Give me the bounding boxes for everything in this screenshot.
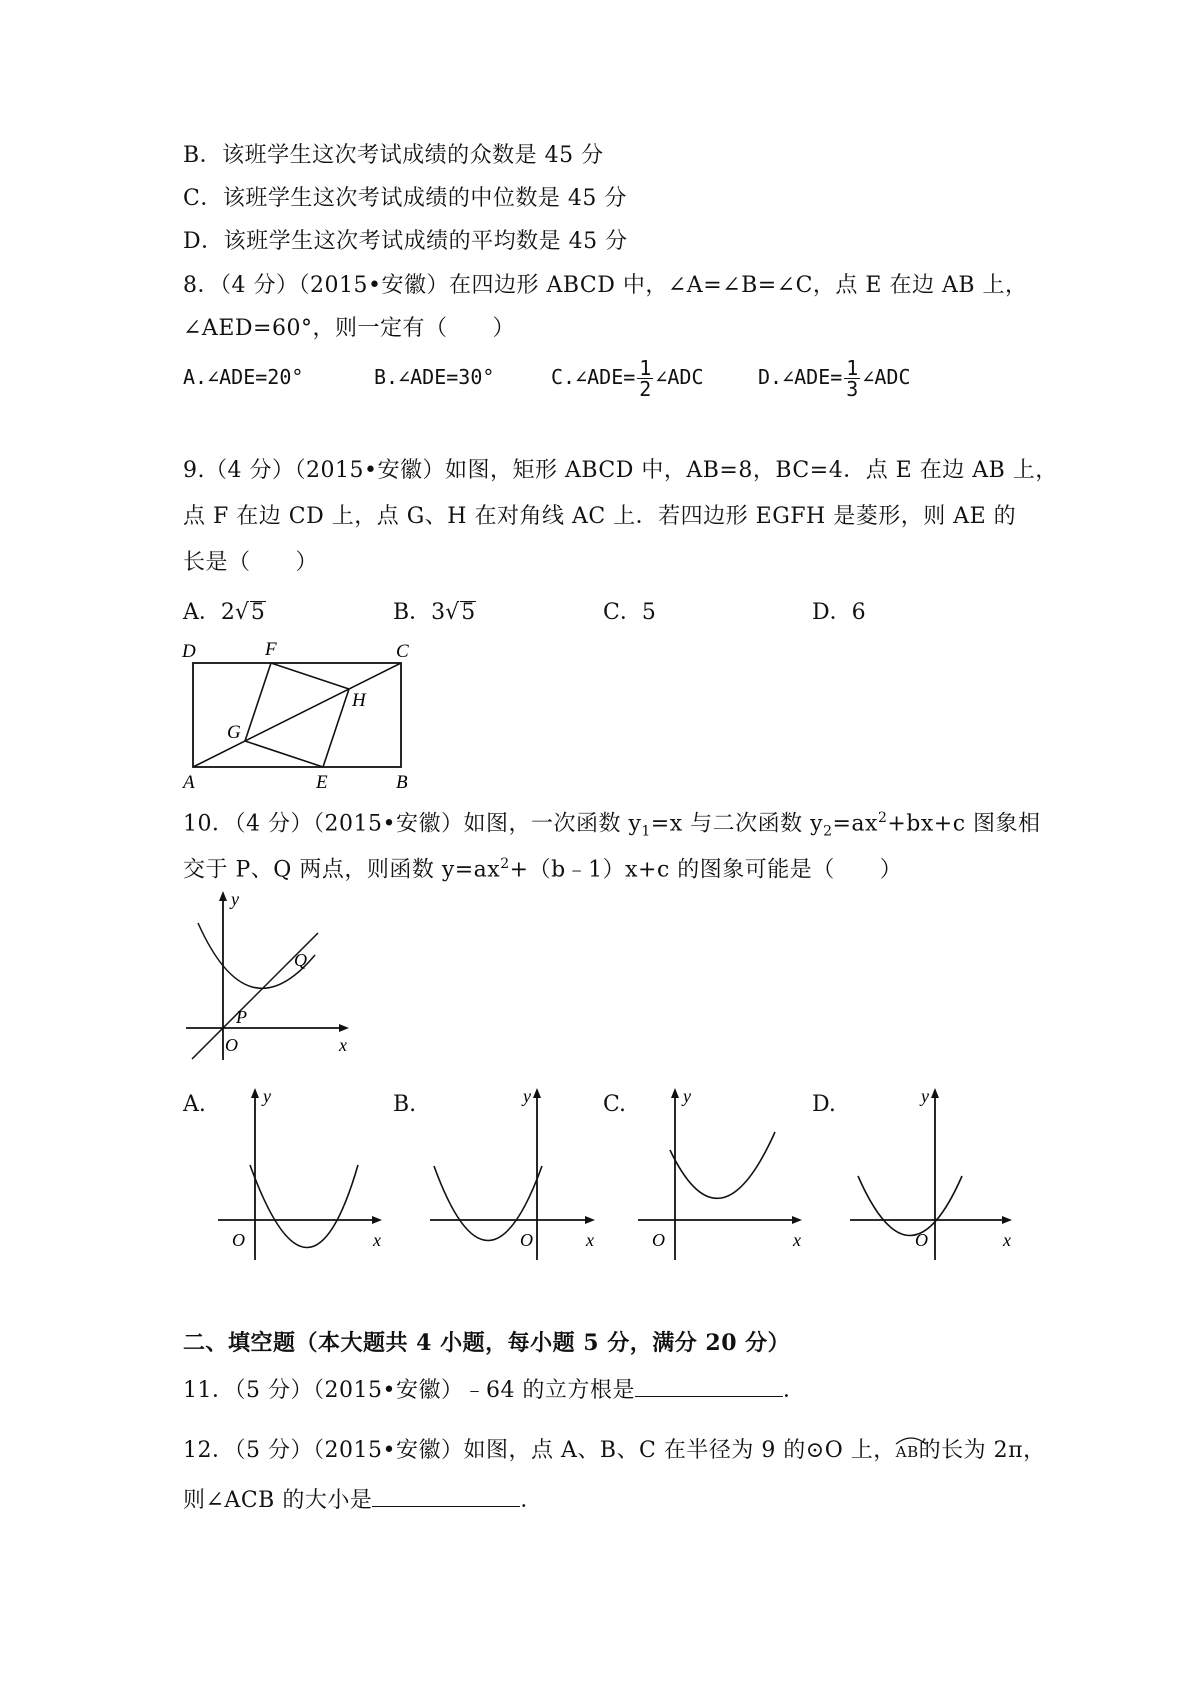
q10-option-b-graph <box>420 1080 600 1265</box>
q10-option-b-label: B. <box>393 1092 417 1117</box>
q12-line2: 则∠ACB 的大小是 ． <box>183 1484 543 1516</box>
q11-answer-blank[interactable] <box>635 1374 783 1397</box>
q9-line3: 长是（ ） <box>183 550 319 575</box>
q8-option-a: A.∠ADE=20° <box>183 365 304 389</box>
svg-text:O: O <box>652 1230 665 1250</box>
q8-option-d-fraction: $\frac{1}{3}$ <box>846 356 859 401</box>
svg-text:O: O <box>232 1230 245 1250</box>
q9-label-e: E <box>316 772 328 793</box>
q10-option-d-graph <box>840 1080 1020 1265</box>
q10-main-o-label: O <box>225 1035 238 1055</box>
q10-main-q-label: Q <box>294 950 307 970</box>
q9-label-g: G <box>227 722 241 743</box>
q10-option-c-label: C. <box>603 1092 627 1117</box>
q9-option-d: D．6 <box>812 600 866 625</box>
q10-main-graph <box>178 885 358 1070</box>
q7-option-b: B．该班学生这次考试成绩的众数是 45 分 <box>183 143 604 168</box>
q12-line1: 12．（5 分）（2015•安徽）如图，点 A、B、C 在半径为 9 的⊙O 上， AB的长为 2π， <box>183 1438 1046 1463</box>
q10-main-y-label: y <box>231 889 239 909</box>
svg-text:y: y <box>683 1086 691 1106</box>
q10-option-a-graph <box>210 1080 390 1265</box>
q9-rectangle-figure <box>178 633 438 795</box>
q12-arc-ab: AB <box>896 1437 919 1461</box>
q11-text: 11．（5 分）（2015•安徽）﹣64 的立方根是 ． <box>183 1374 805 1406</box>
svg-text:O: O <box>520 1230 533 1250</box>
q9-label-f: F <box>265 639 277 660</box>
svg-text:x: x <box>373 1230 381 1250</box>
q8-option-c: C.∠ADE= $\frac{1}{2}$ ∠ADC <box>551 356 704 401</box>
q9-option-b: B．3√5 <box>393 600 476 625</box>
q9-label-d: D <box>182 641 196 662</box>
q8-option-c-fraction: $\frac{1}{2}$ <box>639 356 652 401</box>
q8-option-d: D.∠ADE= $\frac{1}{3}$ ∠ADC <box>758 356 911 401</box>
q9-line1: 9.（4 分）（2015•安徽）如图，矩形 ABCD 中，AB=8，BC=4．点 E 在边 AB 上， <box>183 458 1058 483</box>
svg-text:x: x <box>1003 1230 1011 1250</box>
q9-line2: 点 F 在边 CD 上，点 G、H 在对角线 AC 上．若四边形 EGFH 是菱形，则 AE 的 <box>183 504 1017 529</box>
svg-text:x: x <box>586 1230 594 1250</box>
q8-line2: ∠AED=60°，则一定有（ ） <box>183 316 515 341</box>
section-2-heading: 二、填空题（本大题共 4 小题，每小题 5 分，满分 20 分） <box>183 1330 791 1356</box>
q9-option-a: A．2√5 <box>183 600 265 625</box>
q10-option-a-label: A. <box>183 1092 206 1117</box>
q10-main-p-label: P <box>236 1007 247 1027</box>
q8-line1: 8．（4 分）（2015•安徽）在四边形 ABCD 中，∠A=∠B=∠C，点 E 在边 AB 上， <box>183 273 1028 298</box>
q12-answer-blank[interactable] <box>372 1484 520 1507</box>
q10-option-d-label: D. <box>812 1092 836 1117</box>
svg-text:x: x <box>793 1230 801 1250</box>
q9-option-c: C．5 <box>603 600 656 625</box>
svg-text:O: O <box>915 1230 928 1250</box>
q9-label-h: H <box>352 690 366 711</box>
q8-option-b: B.∠ADE=30° <box>374 365 495 389</box>
q9-label-b: B <box>396 772 408 793</box>
svg-text:y: y <box>523 1086 531 1106</box>
q9-label-c: C <box>396 641 409 662</box>
q10-main-x-label: x <box>339 1035 347 1055</box>
svg-text:y: y <box>921 1086 929 1106</box>
q7-option-c: C．该班学生这次考试成绩的中位数是 45 分 <box>183 186 627 211</box>
svg-text:y: y <box>263 1086 271 1106</box>
q10-line1: 10．（4 分）（2015•安徽）如图，一次函数 $y_1=x$ 与二次函数 $y_2=ax^2+bx+c$ 图象相 <box>183 810 1041 840</box>
q10-line2: 交于 P、Q 两点，则函数 $y=ax^2+(b﹣1)x+c$ 的图象可能是（ ） <box>183 856 903 883</box>
q7-option-d: D．该班学生这次考试成绩的平均数是 45 分 <box>183 229 628 254</box>
q10-option-c-graph <box>630 1080 810 1265</box>
q9-label-a: A <box>183 772 195 793</box>
